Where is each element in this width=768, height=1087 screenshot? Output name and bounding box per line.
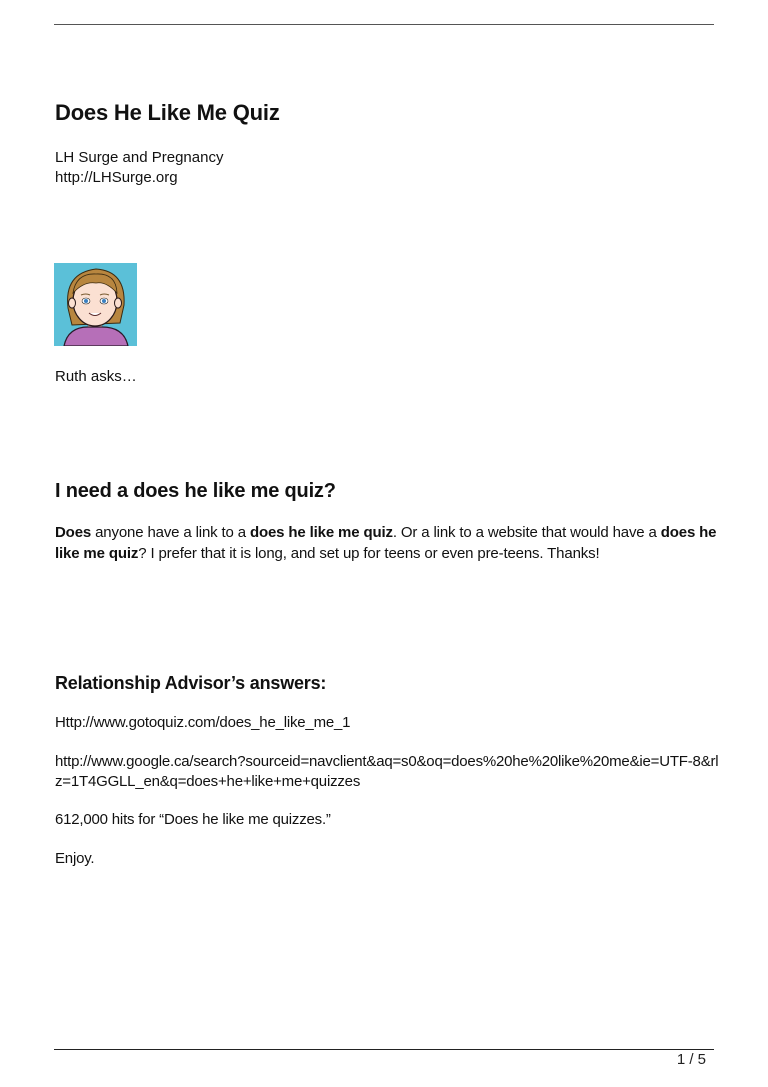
site-url: http://LHSurge.org [55,169,178,186]
footer-rule [54,1049,714,1050]
question-body-part: ? I prefer that it is long, and set up for teens or even pre-teens. Thanks! [138,545,600,562]
document-title: Does He Like Me Quiz [55,100,280,125]
question-body-part: does he like me quiz [249,524,393,541]
answer-link-google[interactable]: http://www.google.ca/search?sourceid=navclient&aq=s0&oq=does%20he%20like%20me&ie=UTF-8&rlz=1T4GGLL_en&q=does+he+like+me+quizzes [55,753,719,790]
document-meta [55,148,223,188]
question-body-part: anyone have a link to a [91,524,250,541]
page-indicator: 1 / 5 [676,1051,706,1068]
question-body-part: Does [55,524,92,541]
avatar-image [54,263,137,346]
question-body-part: . Or a link to a website that would have a [392,524,661,541]
answer-link-gotoquiz[interactable]: Http://www.gotoquiz.com/does_he_like_me_1 [55,714,351,731]
header-rule [54,24,714,25]
question-body [55,522,725,564]
subtitle: LH Surge and Pregnancy [55,149,224,166]
answer-hits-text: 612,000 hits for “Does he like me quizzes.” [55,811,331,828]
question-heading: I need a does he like me quiz? [55,480,336,502]
answer-closing-text: Enjoy. [55,850,95,867]
girl-avatar-icon [54,263,137,346]
asker-label: Ruth asks… [55,368,137,385]
answers-heading: Relationship Advisor’s answers: [55,673,327,693]
question-body-part: does he like me quiz [55,524,717,562]
